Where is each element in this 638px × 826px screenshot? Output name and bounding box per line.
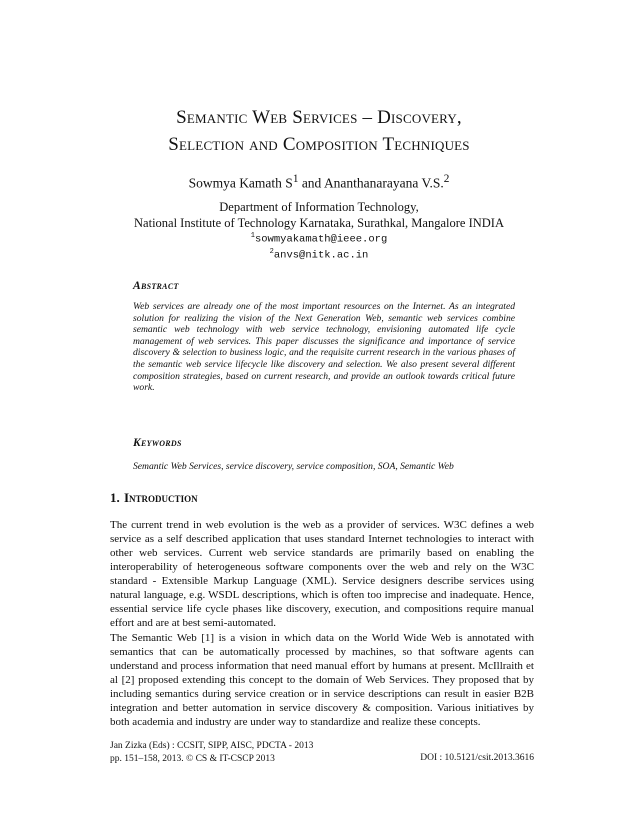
affiliation: [60, 199, 578, 231]
email-2-line: [60, 246, 578, 262]
title-line-1: Semantic Web Services – Discovery,: [176, 107, 462, 128]
author-1: Sowmya Kamath S: [188, 175, 293, 191]
section-1-number: 1.: [110, 490, 120, 505]
author-separator: and: [298, 175, 324, 191]
department: Department of Information Technology,: [219, 200, 419, 214]
email-1-line: [60, 230, 578, 246]
footer-line-1: Jan Zizka (Eds) : CCSIT, SIPP, AISC, PDCTA - 2013: [110, 741, 314, 751]
email-1[interactable]: sowmyakamath@ieee.org: [254, 233, 388, 246]
email-2-mark: 2: [269, 247, 274, 256]
intro-paragraph-2: The Semantic Web [1] is a vision in which data on the World Wide Web is annotated with semantics that can be automatically processed by machines, so that software agents can understand and process information that need manual effort by humans at present. McIllraith et al [2] proposed extending this concept to the domain of Web Services. They proposed that by including semantics during service creation or in service descriptions can result in easier B2B integration and better automation in service discovery & composition. Various initiatives by both academia and industry are under way to standardize and realize these concepts.: [110, 632, 534, 729]
email-2[interactable]: anvs@nitk.ac.in: [273, 249, 369, 261]
footer-citation: [110, 740, 313, 765]
institute: National Institute of Technology Karnataka, Surathkal, Mangalore INDIA: [134, 216, 504, 230]
author-1-affiliation-mark: 1: [292, 173, 299, 185]
email-1-mark: 1: [250, 232, 255, 240]
title-line-2: Selection and Composition Techniques: [168, 134, 470, 155]
author-emails: [60, 230, 578, 261]
section-1-heading: [110, 490, 198, 506]
paper-title: [60, 104, 578, 158]
keywords-text: Semantic Web Services, service discovery, service composition, SOA, Semantic Web: [133, 461, 454, 472]
footer-line-2: pp. 151–158, 2013. © CS & IT-CSCP 2013: [110, 753, 275, 764]
section-1-title: Introduction: [124, 490, 198, 505]
footer-doi: DOI : 10.5121/csit.2013.3616: [420, 753, 534, 763]
author-line: [60, 170, 578, 193]
author-2-affiliation-mark: 2: [443, 173, 450, 185]
author-2: Ananthanarayana V.S.: [323, 175, 444, 191]
keywords-heading: Keywords: [133, 437, 182, 449]
abstract-text: Web services are already one of the most important resources on the Internet. As an integrated solution for realizing the vision of the Next Generation Web, semantic web services combine semantic web technology with web service technology, envisioning automated life cycle management of web services. This paper discusses the significance and importance of service discovery & selection to business logic, and the requisite current research in the various phases of the semantic web service lifecycle like discovery and selection. We also present several different composition strategies, based on current research, and provide an outlook towards critical future work.: [133, 301, 515, 394]
abstract-heading: Abstract: [133, 280, 179, 292]
intro-paragraph-1: The current trend in web evolution is the web as a provider of services. W3C defines a web service as a self described application that uses standard Internet technologies to interact with other web services. Current web service standards are primarily based on enabling the interoperability of heterogeneous software components over the web and rely on the W3C standard - Extensible Markup Language (XML). Service designers describe services using natural language, e.g. WSDL descriptions, which is often too imprecise and inadequate. Hence, essential service life cycle phases like discovery, execution, and compositions require manual effort and are at best semi-automated.: [110, 519, 534, 630]
